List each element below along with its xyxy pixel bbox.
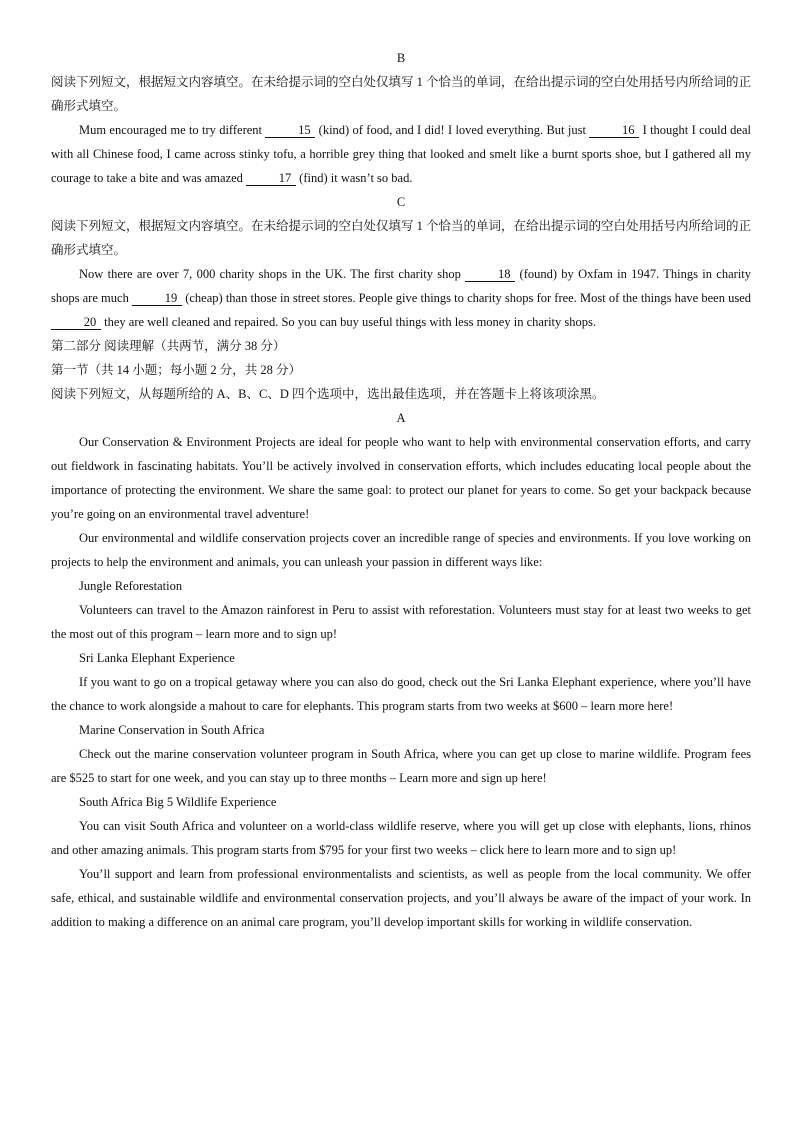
program-text-sri-lanka: If you want to go on a tropical getaway where you can also do good, check out the Sri Lanka Elephant experience, where you’ll have the chance to work alongside a mahout to care for elephants. This program starts from two weeks at $600 – learn more here!: [51, 675, 751, 713]
section-b-passage: [51, 118, 751, 190]
passage-text: Now there are over 7, 000 charity shops in the UK. The first charity shop: [79, 267, 461, 281]
section-b-heading: B: [396, 51, 406, 65]
passage-text: (kind) of food, and I did! I loved everything. But just: [318, 123, 586, 137]
passage-a-para2: Our environmental and wildlife conservation projects cover an incredible range of species and environments. If you love working on projects to help the environment and animals, you can unleash your passion in different ways like:: [51, 531, 751, 569]
program-text-big5: You can visit South Africa and volunteer on a world-class wildlife reserve, where you will get up close with elephants, lions, rhinos and other amazing animals. This program starts from $795 for your first two weeks – click here to learn more and to sign up!: [51, 819, 751, 857]
passage-a-closing: You’ll support and learn from professional environmentalists and scientists, as well as people from the local community. We offer safe, ethical, and sustainable wildlife and environmental conservation projects, and you’ll always be aware of the impact of your work. In addition to making a difference on an animal care program, you’ll develop important skills for working in wildlife conservation.: [51, 867, 751, 929]
passage-text: (found) by Oxfam in 1947. Things in charity shops are much: [51, 267, 752, 305]
blank-16[interactable]: 16: [589, 123, 639, 138]
blank-18[interactable]: 18: [465, 267, 515, 282]
passage-text: Mum encouraged me to try different: [79, 123, 263, 137]
passage-text: (find) it wasn’t so bad.: [299, 171, 413, 185]
program-heading-big5: South Africa Big 5 Wildlife Experience: [79, 795, 277, 809]
passage-a-para1: Our Conservation & Environment Projects are ideal for people who want to help with environmental conservation efforts, and carry out fieldwork in fascinating habitats. You’ll be actively involved in conservation efforts, which includes educating local people about the importance of protecting the environment. We share the same goal: to protect our planet for years to come. So get your backpack because you’re going on an environmental travel adventure!: [51, 435, 751, 521]
part2-instruction: 阅读下列短文，从每题所给的 A、B、C、D 四个选项中，选出最佳选项，并在答题卡上将该项涂黑。: [51, 387, 605, 401]
passage-text: I thought I could deal with all Chinese food, I came across stinky tofu, a horrible grey thing that looked and smelt like a burnt sports shoe, but I gathered all my courage to take a bite and was amazed: [51, 123, 751, 185]
blank-15[interactable]: 15: [265, 123, 315, 138]
passage-a-heading: A: [396, 411, 406, 425]
passage-text: they are well cleaned and repaired. So you can buy useful things with less money in charity shops.: [104, 315, 597, 329]
program-heading-sri-lanka: Sri Lanka Elephant Experience: [79, 651, 235, 665]
part2-title: 第二部分 阅读理解（共两节，满分 38 分）: [51, 339, 286, 353]
section-c-instruction: 阅读下列短文，根据短文内容填空。在未给提示词的空白处仅填写 1 个恰当的单词，在给出提示词的空白处用括号内所给词的正确形式填空。: [51, 219, 752, 257]
blank-20[interactable]: 20: [51, 315, 101, 330]
part2-section1: 第一节（共 14 小题；每小题 2 分，共 28 分）: [51, 363, 302, 377]
blank-17[interactable]: 17: [246, 171, 296, 186]
blank-19[interactable]: 19: [132, 291, 182, 306]
section-b-instruction: 阅读下列短文，根据短文内容填空。在未给提示词的空白处仅填写 1 个恰当的单词，在给出提示词的空白处用括号内所给词的正确形式填空。: [51, 75, 752, 113]
exam-page: [51, 46, 751, 934]
program-text-jungle: Volunteers can travel to the Amazon rainforest in Peru to assist with reforestation. Volunteers must stay for at least two weeks to get the most out of this program – learn more and to sign up!: [51, 603, 751, 641]
program-text-marine: Check out the marine conservation volunteer program in South Africa, where you can get up close to marine wildlife. Program fees are $525 to start for one week, and you can stay up to three months – Learn more and sign up here!: [51, 747, 751, 785]
program-heading-jungle: Jungle Reforestation: [79, 579, 183, 593]
program-heading-marine: Marine Conservation in South Africa: [79, 723, 265, 737]
section-c-passage: [51, 262, 751, 334]
section-c-heading: C: [396, 195, 406, 209]
passage-text: (cheap) than those in street stores. People give things to charity shops for free. Most of the things have been used: [185, 291, 752, 305]
